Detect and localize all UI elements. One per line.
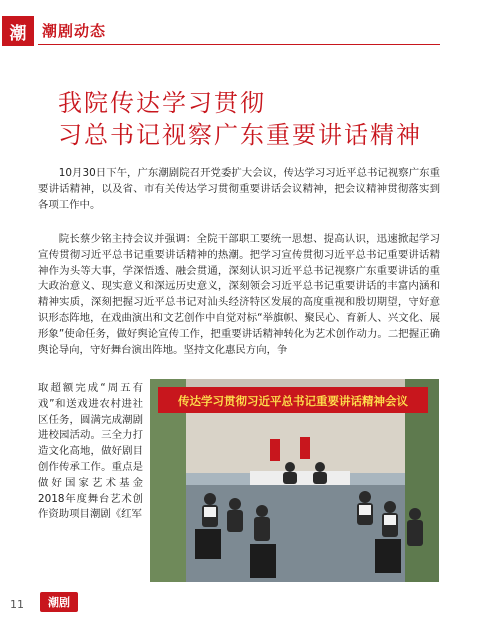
page-header xyxy=(0,0,485,50)
headline-line-1: 我院传达学习贯彻 xyxy=(58,89,266,117)
magazine-logo: 潮 xyxy=(2,16,34,46)
meeting-photo xyxy=(150,379,439,582)
page-number: 11 xyxy=(10,598,24,611)
article-side-text: 取超额完成“周五有戏”和送戏进农村进社区任务，圆满完成潮剧进校园活动。三全力打造文化高地，做好剧目创作传承工作。重点是做好国家艺术基金2018年度舞台艺术创作资助项目潮剧《红军 xyxy=(38,382,143,521)
header-divider xyxy=(38,44,440,45)
headline-line-2: 习总书记视察广东重要讲话精神 xyxy=(58,121,422,149)
photo-banner-text: 传达学习贯彻习近平总书记重要讲话精神会议 xyxy=(178,394,408,408)
article-paragraph-1: 10月30日下午，广东潮剧院召开党委扩大会议，传达学习习近平总书记视察广东重要讲话精神，以及省、市有关传达学习贯彻重要讲话会议精神，把会议精神贯彻落实到各项工作中。 xyxy=(38,167,440,211)
article-paragraph-2: 院长蔡少铭主持会议并强调：全院干部职工要统一思想、提高认识，迅速掀起学习宣传贯彻习近平总书记重要讲话精神的热潮。把学习宣传贯彻习近平总书记重要讲话精神作为头等大事，学深悟透、融会贯通，深刻认识习近平总书记视察广东重要讲话的重大政治意义、现实意义和深远历史意义，深刻领会习近平总书记重要讲话的丰富内涵和精神实质，深刻把握习近平总书记对汕头经济特区发展的高度重视和殷切期望，守好意识形态阵地，在戏曲演出和文艺创作中自觉对标“举旗帜、聚民心、育新人、兴文化、展形象”使命任务，做好舆论宣传工作，把重要讲话精神转化为艺术创作动力。二把握正确舆论导向，守好舞台演出阵地。坚持文化惠民方向，争 xyxy=(38,233,440,356)
footer-logo: 潮剧 xyxy=(40,592,78,612)
section-title: 潮剧动态 xyxy=(42,22,107,40)
